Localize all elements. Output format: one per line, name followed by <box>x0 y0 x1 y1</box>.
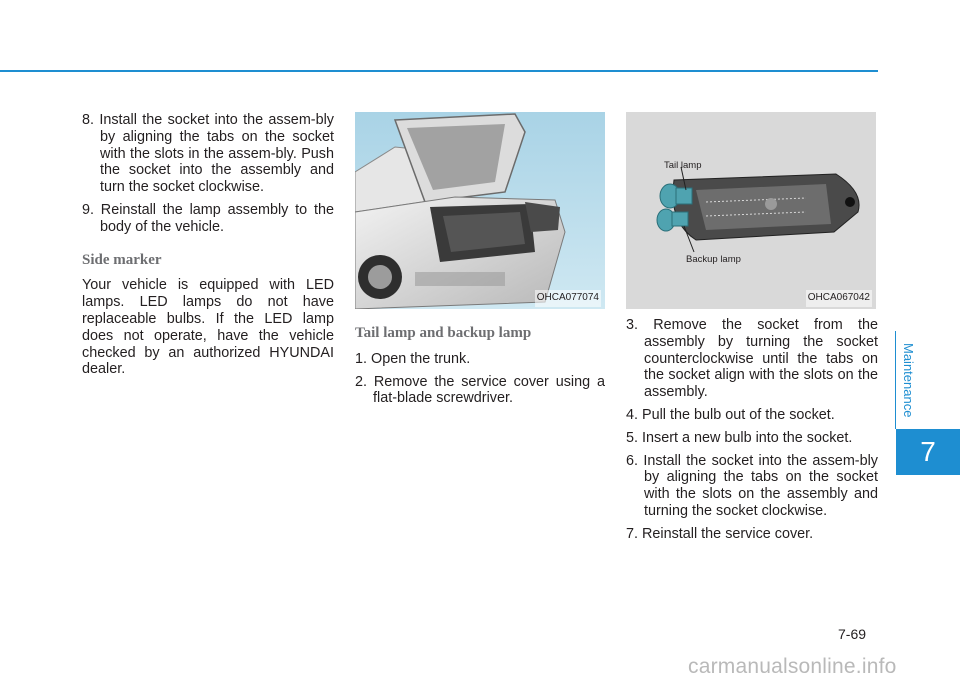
car-trunk-illustration <box>355 112 605 309</box>
lamp-socket-figure <box>626 112 876 309</box>
step-2: 2. Remove the service cover using a flat-blade screwdriver. <box>355 373 605 407</box>
column-3 <box>626 112 878 549</box>
figure-code: OHCA067042 <box>806 290 872 307</box>
step-6: 6. Install the socket into the assem-bly by aligning the tabs on the socket with the slots on the assembly and turning the socket clockwise. <box>626 452 878 519</box>
step-4: 4. Pull the bulb out of the socket. <box>626 406 835 423</box>
figure-code: OHCA077074 <box>535 290 601 307</box>
step-8: 8. Install the socket into the assem-bly by aligning the tabs on the socket with the slots in the assem-bly. Push the socket into the assembly and turn the socket clockwise. <box>82 112 334 196</box>
column-2 <box>355 112 605 413</box>
side-marker-paragraph: Your vehicle is equipped with LED lamps. LED lamps do not have replaceable bulbs. If the LED lamp does not operate, have the vehicle checked by an authorized HYUNDAI dealer. <box>82 277 334 378</box>
step-3: 3. Remove the socket from the assembly by turning the socket counterclockwise until the tabs on the socket align with the slots on the assembly. <box>626 317 878 401</box>
step-7: 7. Reinstall the service cover. <box>626 525 814 542</box>
lamp-assembly-illustration <box>626 112 876 309</box>
trunk-open-figure <box>355 112 605 309</box>
chapter-number: 7 <box>896 429 960 475</box>
section-label: Maintenance <box>901 342 916 418</box>
header-rule <box>0 70 878 72</box>
step-1: 1. Open the trunk. <box>355 350 471 367</box>
tail-lamp-heading: Tail lamp and backup lamp <box>355 325 532 341</box>
step-5: 5. Insert a new bulb into the socket. <box>626 429 853 446</box>
tail-lamp-callout: Tail lamp <box>664 160 702 171</box>
backup-lamp-callout: Backup lamp <box>686 254 741 265</box>
side-tab-rule <box>895 331 896 429</box>
page-number: 7-69 <box>838 626 867 642</box>
watermark: carmanualsonline.info <box>688 655 897 678</box>
step-9: 9. Reinstall the lamp assembly to the body of the vehicle. <box>82 201 334 235</box>
side-marker-heading: Side marker <box>82 251 162 268</box>
column-1 <box>82 112 334 378</box>
